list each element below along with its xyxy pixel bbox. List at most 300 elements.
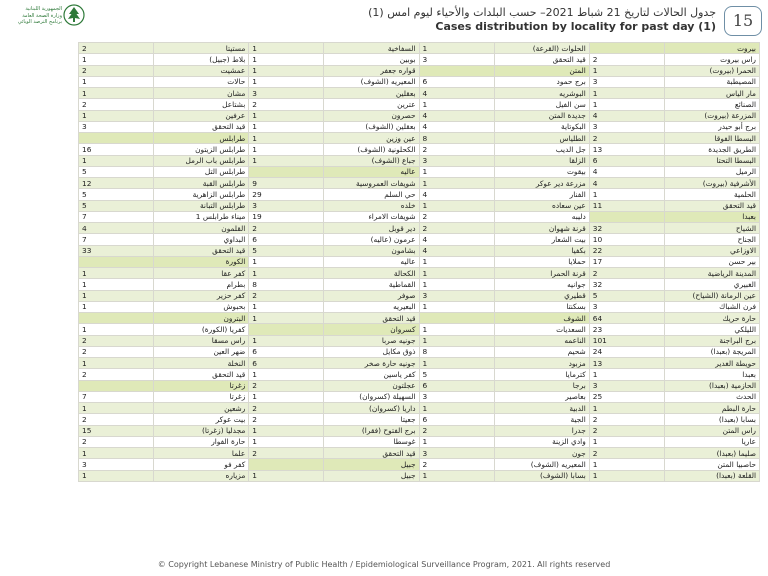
table-row bbox=[79, 223, 760, 234]
locality-name: فرن الشباك bbox=[664, 301, 759, 312]
table-row bbox=[79, 324, 760, 335]
locality-name: طرابلس الزيتون bbox=[154, 144, 249, 155]
locality-name: صوفر bbox=[324, 290, 419, 301]
case-count: 64 bbox=[589, 313, 664, 324]
locality-name: الدبية bbox=[494, 403, 589, 414]
case-count: 1 bbox=[589, 369, 664, 380]
case-count: 1 bbox=[419, 358, 494, 369]
case-count: 3 bbox=[419, 391, 494, 402]
case-count: 3 bbox=[589, 76, 664, 87]
locality-name: المريجة (بعبدا) bbox=[664, 346, 759, 357]
case-count: 8 bbox=[419, 133, 494, 144]
case-count: 5 bbox=[79, 200, 154, 211]
table-row bbox=[79, 279, 760, 290]
table-row bbox=[79, 470, 760, 481]
ministry-name bbox=[10, 6, 62, 26]
locality-name: كفريا (الكورة) bbox=[154, 324, 249, 335]
locality-name: البداوي bbox=[154, 234, 249, 245]
locality-name: البكوتاية bbox=[494, 121, 589, 132]
locality-name: برجا bbox=[494, 380, 589, 391]
table-row bbox=[79, 99, 760, 110]
case-count: 5 bbox=[249, 245, 324, 256]
region-header: الكورة bbox=[154, 256, 249, 267]
locality-name: الفنار bbox=[494, 189, 589, 200]
locality-name: برج الفتوح (فقرا) bbox=[324, 425, 419, 436]
case-count: 4 bbox=[419, 88, 494, 99]
case-count: 1 bbox=[419, 178, 494, 189]
locality-name: شويفات العمروسية bbox=[324, 178, 419, 189]
locality-name: الليلكي bbox=[664, 324, 759, 335]
case-count: 3 bbox=[79, 121, 154, 132]
locality-name: سن الفيل bbox=[494, 99, 589, 110]
locality-name: قرنة شهوان bbox=[494, 223, 589, 234]
locality-name: صليما (بعبدا) bbox=[664, 448, 759, 459]
locality-name: الحلوات (القرعة) bbox=[494, 43, 589, 54]
table-row bbox=[79, 234, 760, 245]
case-count: 1 bbox=[79, 470, 154, 481]
table-row bbox=[79, 335, 760, 346]
case-count: 1 bbox=[589, 65, 664, 76]
locality-name: خلده bbox=[324, 200, 419, 211]
locality-name: الزلقا bbox=[494, 155, 589, 166]
locality-name: طرابلس باب الرمل bbox=[154, 155, 249, 166]
locality-name: قطيري bbox=[494, 290, 589, 301]
page-title-arabic: جدول الحالات لتاريخ 21 شباط 2021– حسب البلدات والأحياء ليوم امس (1) bbox=[368, 6, 716, 19]
locality-name: الغبيري bbox=[664, 279, 759, 290]
case-count: 1 bbox=[419, 335, 494, 346]
table-row bbox=[79, 391, 760, 402]
case-count: 2 bbox=[419, 223, 494, 234]
locality-name: بطرام bbox=[154, 279, 249, 290]
table-row bbox=[79, 313, 760, 324]
locality-name: جدرا bbox=[494, 425, 589, 436]
case-count: 1 bbox=[589, 403, 664, 414]
case-count bbox=[419, 65, 494, 76]
case-count: 1 bbox=[249, 256, 324, 267]
case-count: 12 bbox=[79, 178, 154, 189]
case-count: 23 bbox=[589, 324, 664, 335]
case-count: 1 bbox=[419, 324, 494, 335]
case-count: 25 bbox=[589, 391, 664, 402]
case-count: 4 bbox=[589, 110, 664, 121]
locality-name: عين وزين bbox=[324, 133, 419, 144]
case-count: 3 bbox=[589, 301, 664, 312]
locality-name: قيد التحقق bbox=[664, 200, 759, 211]
locality-name: كفر فو bbox=[154, 459, 249, 470]
locality-name: قيد التحقق bbox=[324, 313, 419, 324]
table-row bbox=[79, 144, 760, 155]
case-count: 3 bbox=[419, 290, 494, 301]
case-count: 101 bbox=[589, 335, 664, 346]
locality-name: الصنائع bbox=[664, 99, 759, 110]
case-count bbox=[249, 324, 324, 335]
locality-name: حويطة الغدير bbox=[664, 358, 759, 369]
locality-name: بير حسن bbox=[664, 256, 759, 267]
table-row bbox=[79, 166, 760, 177]
case-count: 32 bbox=[589, 223, 664, 234]
locality-name: ضهر العين bbox=[154, 346, 249, 357]
case-count: 1 bbox=[419, 301, 494, 312]
locality-name: عين الرمانة (الشياح) bbox=[664, 290, 759, 301]
case-count: 24 bbox=[589, 346, 664, 357]
cedar-seal-icon bbox=[63, 4, 85, 26]
case-count: 1 bbox=[419, 470, 494, 481]
table-row bbox=[79, 155, 760, 166]
region-header: بيروت bbox=[664, 43, 759, 54]
ministry-logo bbox=[8, 4, 88, 34]
case-count: 1 bbox=[419, 268, 494, 279]
case-count: 4 bbox=[419, 234, 494, 245]
locality-name: البسطا الفوقا bbox=[664, 133, 759, 144]
locality-name: عاريا bbox=[664, 436, 759, 447]
table-row bbox=[79, 425, 760, 436]
case-count: 4 bbox=[419, 110, 494, 121]
case-count bbox=[249, 166, 324, 177]
locality-name: المصيطبة bbox=[664, 76, 759, 87]
locality-name: عترين bbox=[324, 99, 419, 110]
locality-name: الجية bbox=[494, 414, 589, 425]
cases-table-container bbox=[78, 42, 760, 553]
table-row bbox=[79, 189, 760, 200]
locality-name: راس مسقا bbox=[154, 335, 249, 346]
case-count: 8 bbox=[419, 346, 494, 357]
case-count: 1 bbox=[419, 256, 494, 267]
case-count: 1 bbox=[79, 324, 154, 335]
case-count: 3 bbox=[249, 88, 324, 99]
case-count: 1 bbox=[419, 166, 494, 177]
case-count: 2 bbox=[249, 290, 324, 301]
locality-name: طرابلس التل bbox=[154, 166, 249, 177]
case-count: 1 bbox=[79, 403, 154, 414]
locality-name: بشتاعل bbox=[154, 99, 249, 110]
case-count: 1 bbox=[249, 121, 324, 132]
case-count: 2 bbox=[249, 223, 324, 234]
locality-name: مجدليا (زغرتا) bbox=[154, 425, 249, 436]
case-count: 4 bbox=[419, 245, 494, 256]
locality-name: بوبين bbox=[324, 54, 419, 65]
locality-name: بيت الشعار bbox=[494, 234, 589, 245]
locality-name: زغرتا bbox=[154, 391, 249, 402]
case-count: 3 bbox=[249, 200, 324, 211]
locality-name: البعيريه bbox=[324, 301, 419, 312]
table-row bbox=[79, 403, 760, 414]
locality-name: بكفيا bbox=[494, 245, 589, 256]
locality-name: قيد التحقق bbox=[154, 121, 249, 132]
case-count: 1 bbox=[79, 76, 154, 87]
case-count: 33 bbox=[79, 245, 154, 256]
case-count: 1 bbox=[419, 200, 494, 211]
header bbox=[0, 0, 768, 40]
case-count: 2 bbox=[589, 133, 664, 144]
locality-name: دليبه bbox=[494, 211, 589, 222]
locality-name: داريا (كسروان) bbox=[324, 403, 419, 414]
locality-name: القلعة (بعبدا) bbox=[664, 470, 759, 481]
locality-name: مشان bbox=[154, 88, 249, 99]
region-header: الشوف bbox=[494, 313, 589, 324]
locality-name: بيت عوكر bbox=[154, 414, 249, 425]
case-count: 9 bbox=[249, 178, 324, 189]
locality-name: الناعمه bbox=[494, 335, 589, 346]
table-row bbox=[79, 414, 760, 425]
region-header: طرابلس bbox=[154, 133, 249, 144]
locality-name: كفر ياسين bbox=[324, 369, 419, 380]
locality-name: ميناء طرابلس 1 bbox=[154, 211, 249, 222]
locality-name: بحبوش bbox=[154, 301, 249, 312]
locality-name: المعيريه (الشوف) bbox=[494, 459, 589, 470]
case-count: 1 bbox=[79, 110, 154, 121]
locality-name: الأشرفية (بيروت) bbox=[664, 178, 759, 189]
case-count: 4 bbox=[419, 189, 494, 200]
locality-name: الشياح bbox=[664, 223, 759, 234]
case-count: 1 bbox=[419, 99, 494, 110]
table-row bbox=[79, 346, 760, 357]
locality-name: الحازمية (بعبدا) bbox=[664, 380, 759, 391]
table-row bbox=[79, 121, 760, 132]
copyright-footer: © Copyright Lebanese Ministry of Public Health / Epidemiological Surveillance Program, 2021. All rights reserved bbox=[157, 560, 611, 569]
locality-name: السعديات bbox=[494, 324, 589, 335]
case-count: 1 bbox=[249, 436, 324, 447]
case-count: 2 bbox=[249, 403, 324, 414]
case-count: 3 bbox=[419, 54, 494, 65]
locality-name: بعبدا bbox=[664, 369, 759, 380]
case-count: 2 bbox=[249, 99, 324, 110]
case-count: 1 bbox=[249, 110, 324, 121]
case-count bbox=[79, 133, 154, 144]
case-count: 1 bbox=[249, 43, 324, 54]
case-count: 6 bbox=[249, 358, 324, 369]
case-count: 5 bbox=[79, 166, 154, 177]
locality-name: بعقلين (الشوف) bbox=[324, 121, 419, 132]
region-header: عاليه bbox=[324, 166, 419, 177]
case-count bbox=[419, 313, 494, 324]
locality-name: علما bbox=[154, 448, 249, 459]
case-count: 2 bbox=[249, 380, 324, 391]
case-count: 29 bbox=[249, 189, 324, 200]
table-row bbox=[79, 369, 760, 380]
case-count: 7 bbox=[79, 211, 154, 222]
case-count: 6 bbox=[249, 234, 324, 245]
case-count: 1 bbox=[249, 155, 324, 166]
locality-name: عرمون (عاليه) bbox=[324, 234, 419, 245]
case-count: 6 bbox=[589, 155, 664, 166]
locality-name: بسابا (الشوف) bbox=[494, 470, 589, 481]
region-header: كسروان bbox=[324, 324, 419, 335]
case-count: 1 bbox=[589, 459, 664, 470]
case-count: 1 bbox=[79, 358, 154, 369]
case-count: 1 bbox=[589, 436, 664, 447]
locality-name: بعقلين bbox=[324, 88, 419, 99]
locality-name: مزبود bbox=[494, 358, 589, 369]
case-count: 1 bbox=[419, 403, 494, 414]
locality-name: المزرعة (بيروت) bbox=[664, 110, 759, 121]
table-row bbox=[79, 358, 760, 369]
locality-name: راس المتن bbox=[664, 425, 759, 436]
table-row bbox=[79, 301, 760, 312]
case-count: 1 bbox=[249, 470, 324, 481]
locality-name: شحيم bbox=[494, 346, 589, 357]
case-count: 3 bbox=[419, 155, 494, 166]
table-row bbox=[79, 245, 760, 256]
locality-name: عمشيت bbox=[154, 65, 249, 76]
case-count: 13 bbox=[589, 144, 664, 155]
case-count: 3 bbox=[589, 121, 664, 132]
case-count: 1 bbox=[589, 88, 664, 99]
locality-name: راس بيروت bbox=[664, 54, 759, 65]
case-count: 22 bbox=[589, 245, 664, 256]
table-row bbox=[79, 178, 760, 189]
case-count: 1 bbox=[79, 279, 154, 290]
table-row bbox=[79, 54, 760, 65]
case-count: 2 bbox=[589, 414, 664, 425]
case-count: 1 bbox=[249, 76, 324, 87]
locality-name: حارة البطم bbox=[664, 403, 759, 414]
case-count: 1 bbox=[79, 448, 154, 459]
locality-name: برج البراجنة bbox=[664, 335, 759, 346]
locality-name: القماطية bbox=[324, 279, 419, 290]
locality-name: جعيتا bbox=[324, 414, 419, 425]
locality-name: جباع (الشوف) bbox=[324, 155, 419, 166]
case-count: 2 bbox=[79, 436, 154, 447]
locality-name: جديدة المتن bbox=[494, 110, 589, 121]
table-row bbox=[79, 459, 760, 470]
case-count bbox=[249, 459, 324, 470]
table-row bbox=[79, 200, 760, 211]
locality-name: بسابا (بعبدا) bbox=[664, 414, 759, 425]
case-count: 2 bbox=[79, 65, 154, 76]
case-count: 1 bbox=[249, 144, 324, 155]
case-count: 3 bbox=[79, 459, 154, 470]
table-row bbox=[79, 256, 760, 267]
locality-name: شويفات الامراء bbox=[324, 211, 419, 222]
locality-name: غوسطا bbox=[324, 436, 419, 447]
case-count: 1 bbox=[249, 369, 324, 380]
logo-line: برنامج الترصد الوبائي bbox=[17, 19, 62, 25]
locality-name: بلاط (جبيل) bbox=[154, 54, 249, 65]
table-row bbox=[79, 268, 760, 279]
locality-name: قواره جعفر bbox=[324, 65, 419, 76]
case-count: 6 bbox=[419, 414, 494, 425]
locality-name: الطريق الجديدة bbox=[664, 144, 759, 155]
case-count bbox=[79, 380, 154, 391]
case-count: 1 bbox=[249, 268, 324, 279]
case-count: 7 bbox=[79, 234, 154, 245]
locality-name: الكحلونية (الشوف) bbox=[324, 144, 419, 155]
table-row bbox=[79, 76, 760, 87]
case-count: 5 bbox=[79, 189, 154, 200]
locality-name: كفر عقا bbox=[154, 268, 249, 279]
case-count: 1 bbox=[249, 391, 324, 402]
locality-name: الاوزاعي bbox=[664, 245, 759, 256]
case-count: 1 bbox=[249, 133, 324, 144]
locality-name: طرابلس التبانة bbox=[154, 200, 249, 211]
locality-name: جوانيه bbox=[494, 279, 589, 290]
case-count: 2 bbox=[249, 414, 324, 425]
case-count: 16 bbox=[79, 144, 154, 155]
table-row bbox=[79, 133, 760, 144]
locality-name: الرميل bbox=[664, 166, 759, 177]
case-count: 2 bbox=[79, 414, 154, 425]
locality-name: القلمون bbox=[154, 223, 249, 234]
locality-name: حالات bbox=[154, 76, 249, 87]
locality-name: رشعين bbox=[154, 403, 249, 414]
locality-name: بعاصير bbox=[494, 391, 589, 402]
case-count bbox=[79, 313, 154, 324]
locality-name: جونيه صربا bbox=[324, 335, 419, 346]
case-count: 1 bbox=[249, 425, 324, 436]
case-count: 1 bbox=[589, 99, 664, 110]
locality-name: المعيريه (الشوف) bbox=[324, 76, 419, 87]
locality-name: حي السلم bbox=[324, 189, 419, 200]
table-row bbox=[79, 211, 760, 222]
case-count: 5 bbox=[589, 290, 664, 301]
case-count: 19 bbox=[249, 211, 324, 222]
case-count: 1 bbox=[79, 54, 154, 65]
case-count: 4 bbox=[79, 223, 154, 234]
case-count: 4 bbox=[589, 166, 664, 177]
case-count: 13 bbox=[589, 358, 664, 369]
case-count: 1 bbox=[79, 290, 154, 301]
case-count: 2 bbox=[249, 448, 324, 459]
locality-name: عجلتون bbox=[324, 380, 419, 391]
locality-name: حارة حريك bbox=[664, 313, 759, 324]
case-count: 2 bbox=[419, 144, 494, 155]
locality-name: مار الياس bbox=[664, 88, 759, 99]
case-count: 1 bbox=[419, 436, 494, 447]
case-count: 2 bbox=[589, 54, 664, 65]
locality-name: قيد التحقق bbox=[154, 245, 249, 256]
locality-name: جبيل bbox=[324, 470, 419, 481]
locality-name: كترمايا bbox=[494, 369, 589, 380]
logo-line: الجمهورية اللبنانية bbox=[25, 6, 62, 12]
case-count: 1 bbox=[249, 65, 324, 76]
locality-name: جونيه حارة صخر bbox=[324, 358, 419, 369]
case-count: 1 bbox=[79, 301, 154, 312]
case-count: 1 bbox=[79, 268, 154, 279]
region-header: بعبدا bbox=[664, 211, 759, 222]
locality-name: ذوق مكايل bbox=[324, 346, 419, 357]
locality-name: بشامون bbox=[324, 245, 419, 256]
case-count: 1 bbox=[589, 189, 664, 200]
locality-name: حارة الفوار bbox=[154, 436, 249, 447]
logo-line: وزارة الصحة العامة bbox=[22, 12, 62, 19]
locality-name: الحمرا (بيروت) bbox=[664, 65, 759, 76]
locality-name: حصرون bbox=[324, 110, 419, 121]
case-count: 6 bbox=[249, 346, 324, 357]
case-count: 10 bbox=[589, 234, 664, 245]
case-count: 5 bbox=[419, 369, 494, 380]
locality-name: قيد التحقق bbox=[154, 369, 249, 380]
case-count: 4 bbox=[419, 121, 494, 132]
case-count: 17 bbox=[589, 256, 664, 267]
table-row bbox=[79, 65, 760, 76]
locality-name: وادي الزينة bbox=[494, 436, 589, 447]
case-count: 8 bbox=[249, 279, 324, 290]
case-count: 2 bbox=[419, 425, 494, 436]
case-count: 4 bbox=[589, 178, 664, 189]
locality-name: السفاخية bbox=[324, 43, 419, 54]
case-count: 32 bbox=[589, 279, 664, 290]
case-count bbox=[79, 256, 154, 267]
table-row bbox=[79, 88, 760, 99]
locality-name: السهيلة (كسروان) bbox=[324, 391, 419, 402]
locality-name: الحلمية bbox=[664, 189, 759, 200]
case-count: 1 bbox=[249, 301, 324, 312]
locality-name: حاصبيا المتن bbox=[664, 459, 759, 470]
locality-name: قيد التحقق bbox=[324, 448, 419, 459]
case-count: 3 bbox=[419, 448, 494, 459]
case-count: 11 bbox=[589, 200, 664, 211]
case-count: 6 bbox=[419, 380, 494, 391]
